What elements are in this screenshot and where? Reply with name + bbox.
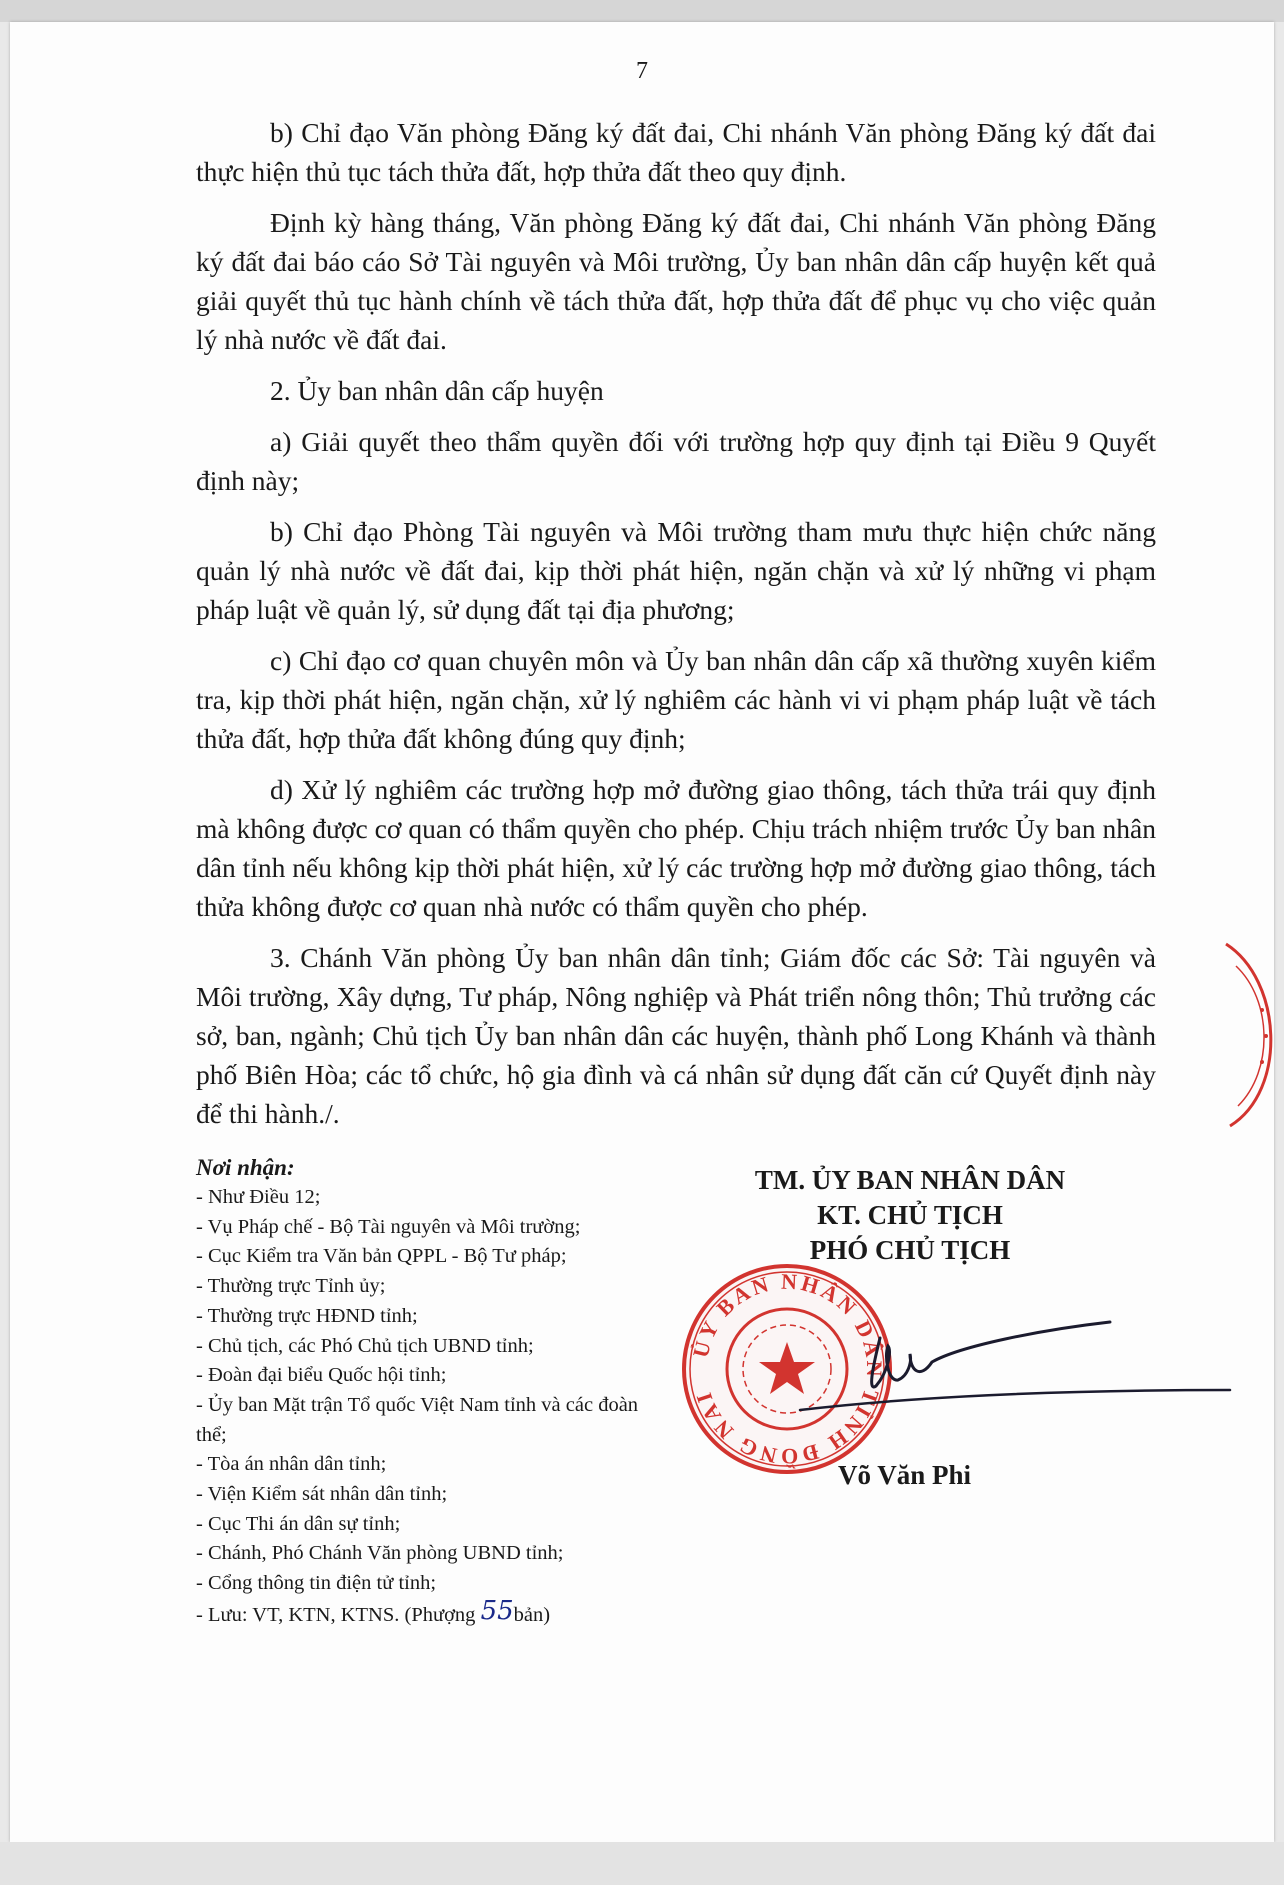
recipient-item: - Như Điều 12; [196, 1186, 321, 1208]
recipients-list [196, 1153, 666, 1631]
recipient-item: - Tòa án nhân dân tỉnh; [196, 1453, 387, 1476]
paragraph: b) Chỉ đạo Phòng Tài nguyên và Môi trường tham mưu thực hiện chức năng quản lý nhà nước về đất đai, kịp thời phát hiện, ngăn chặn và xử lý những vi phạm pháp luật về quản lý, sử dụng đất tại địa phương; [196, 516, 1156, 625]
recipient-storage [196, 1595, 666, 1631]
handwritten-copy-count: 55 [480, 1595, 514, 1626]
seal-text: ỦY BAN NHÂN DÂN TỈNH ĐỒNG NAI [687, 1268, 888, 1470]
recipient-item: - Cục Kiểm tra Văn bản QPPL - Bộ Tư pháp; [196, 1245, 567, 1268]
recipient-item: - Thường trực Tỉnh ủy; [196, 1275, 386, 1298]
signature-org-line: TM. ỦY BAN NHÂN DÂN [754, 1165, 1066, 1195]
storage-suffix: bản) [513, 1603, 551, 1626]
paragraph: 2. Ủy ban nhân dân cấp huyện [270, 375, 604, 406]
signer-name: Võ Văn Phi [838, 1460, 972, 1490]
signature-authority-line: KT. CHỦ TỊCH [817, 1200, 1003, 1230]
recipient-item: - Cổng thông tin điện tử tỉnh; [196, 1572, 437, 1595]
recipient-item: - Chánh, Phó Chánh Văn phòng UBND tỉnh; [196, 1542, 564, 1565]
page-number: 7 [636, 58, 648, 84]
paragraph: a) Giải quyết theo thẩm quyền đối với trường hợp quy định tại Điều 9 Quyết định này; [196, 426, 1156, 496]
recipient-item: - Chủ tịch, các Phó Chủ tịch UBND tỉnh; [196, 1334, 534, 1357]
recipient-item: - Thường trực HĐND tỉnh; [196, 1304, 418, 1327]
paragraph: d) Xử lý nghiêm các trường hợp mở đường giao thông, tách thửa trái quy định mà không được cơ quan có thẩm quyền cho phép. Chịu trách nhiệm trước Ủy ban nhân dân tỉnh nếu không kịp thời phát hiện, xử lý các trường hợp mở đường giao thông, tách thửa không được cơ quan nhà nước có thẩm quyền cho phép. [196, 774, 1156, 922]
paragraph: Định kỳ hàng tháng, Văn phòng Đăng ký đất đai, Chi nhánh Văn phòng Đăng ký đất đai báo cáo Sở Tài nguyên và Môi trường, Ủy ban nhân dân cấp huyện kết quả giải quyết thủ tục hành chính về tách thửa đất, hợp thửa đất để phục vụ cho việc quản lý nhà nước về đất đai. [196, 207, 1156, 355]
body-text [196, 113, 1156, 1145]
recipient-item: - Cục Thi án dân sự tỉnh; [196, 1512, 401, 1535]
top-strip [0, 0, 1284, 22]
recipients-title: Nơi nhận: [196, 1155, 295, 1180]
storage-prefix: - Lưu: VT, KTN, KTNS. (Phượng [196, 1603, 481, 1626]
paragraph: c) Chỉ đạo cơ quan chuyên môn và Ủy ban nhân dân cấp xã thường xuyên kiểm tra, kịp thời phát hiện, ngăn chặn, xử lý nghiêm các hành vi vi phạm pháp luật về tách thửa đất, hợp thửa đất không đúng quy định; [196, 645, 1156, 754]
recipient-item: - Ủy ban Mặt trận Tổ quốc Việt Nam tỉnh và các đoàn thể; [196, 1393, 639, 1446]
signature-block [700, 1163, 1120, 1268]
recipients-items [196, 1183, 666, 1631]
paragraph: b) Chỉ đạo Văn phòng Đăng ký đất đai, Chi nhánh Văn phòng Đăng ký đất đai thực hiện thủ tục tách thửa đất, hợp thửa đất theo quy định. [196, 117, 1156, 187]
recipient-item: - Viện Kiểm sát nhân dân tỉnh; [196, 1483, 448, 1506]
bottom-strip [0, 1842, 1284, 1885]
edge-seal-fragment [1222, 940, 1284, 1130]
recipient-item: - Đoàn đại biểu Quốc hội tỉnh; [196, 1364, 447, 1387]
handwritten-signature [760, 1310, 1240, 1440]
signature-position-line: PHÓ CHỦ TỊCH [809, 1235, 1011, 1265]
paragraph: 3. Chánh Văn phòng Ủy ban nhân dân tỉnh; Giám đốc các Sở: Tài nguyên và Môi trường, Xây dựng, Tư pháp, Nông nghiệp và Phát triển nông thôn; Thủ trưởng các sở, ban, ngành; Chủ tịch Ủy ban nhân dân các huyện, thành phố Long Khánh và thành phố Biên Hòa; các tổ chức, hộ gia đình và cá nhân sử dụng đất căn cứ Quyết định này để thi hành./. [196, 942, 1156, 1129]
recipient-item: - Vụ Pháp chế - Bộ Tài nguyên và Môi trường; [196, 1215, 581, 1238]
